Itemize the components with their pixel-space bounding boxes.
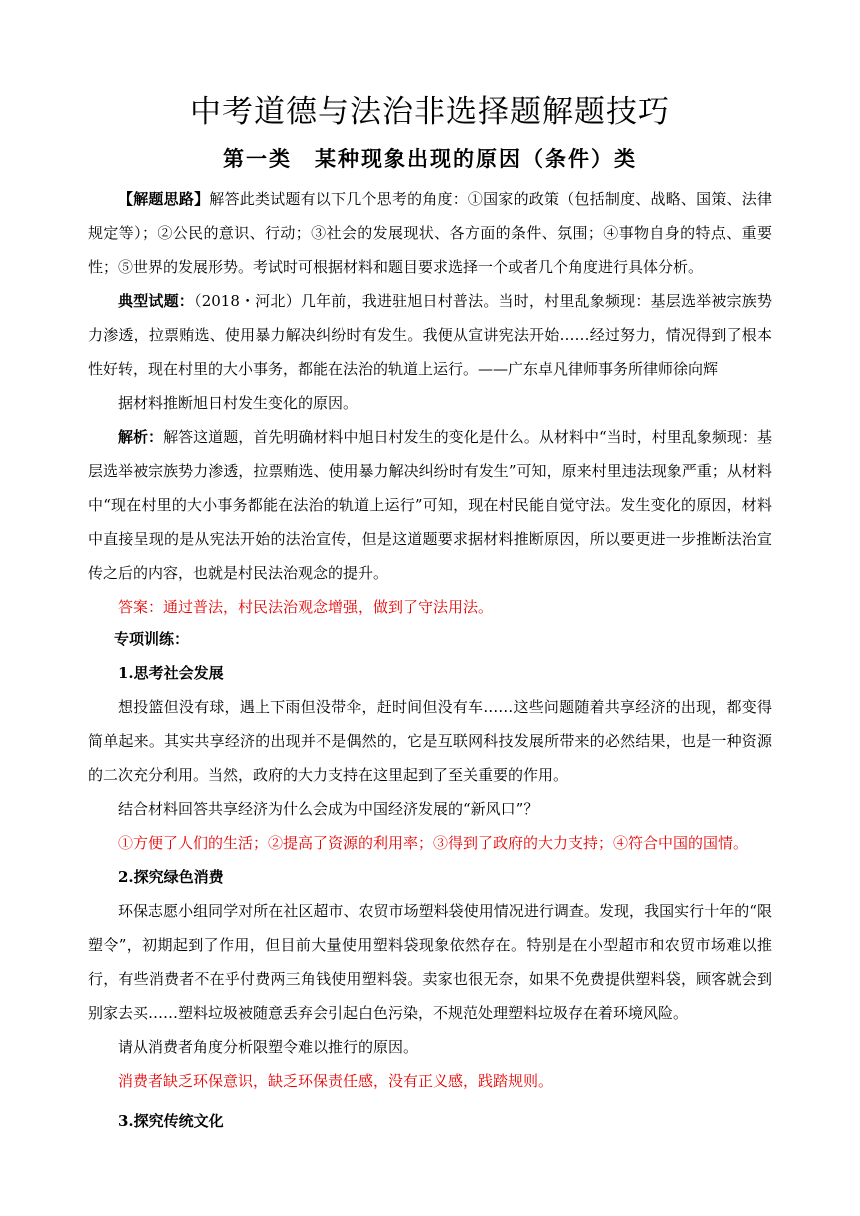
training-label: 专项训练： bbox=[114, 630, 190, 648]
approach-label: 【解题思路】 bbox=[118, 190, 210, 208]
training-item-1-answer: ①方便了人们的生活；②提高了资源的利用率；③得到了政府的大力支持；④符合中国的国情。 bbox=[118, 834, 749, 852]
training-item-2-answer: 消费者缺乏环保意识，缺乏环保责任感，没有正义感，践踏规则。 bbox=[118, 1072, 554, 1090]
example-text: （2018・河北）几年前，我进驻旭日村普法。当时，村里乱象频现：基层选举被宗族势力渗透，拉票贿选、使用暴力解决纠纷时有发生。我便从宣讲宪法开始……经过努力，情况得到了根本性好转，现在村里的大小事务，都能在法治的轨道上运行。——广东卓凡律师事务所律师徐向辉 bbox=[88, 292, 772, 378]
training-item-2-material: 环保志愿小组同学对所在社区超市、农贸市场塑料袋使用情况进行调查。发现，我国实行十年的“限塑令”，初期起到了作用，但目前大量使用塑料袋现象依然存在。特别是在小型超市和农贸市场难以推行，有些消费者不在乎付费两三角钱使用塑料袋。卖家也很无奈，如果不免费提供塑料袋，顾客就会到别家去买……塑料垃圾被随意丢弃会引起白色污染，不规范处理塑料垃圾存在着环境风险。 bbox=[88, 902, 772, 1022]
approach-section bbox=[88, 182, 772, 284]
example-paragraph bbox=[88, 284, 772, 386]
example-answer: 答案：通过普法，村民法治观念增强，做到了守法用法。 bbox=[118, 598, 494, 616]
training-item-1-material: 想投篮但没有球，遇上下雨但没带伞，赶时间但没有车……这些问题随着共享经济的出现，都变得简单起来。其实共享经济的出现并不是偶然的，它是互联网科技发展所带来的必然结果，也是一种资源的二次充分利用。当然，政府的大力支持在这里起到了至关重要的作用。 bbox=[88, 698, 772, 784]
analysis-label: 解析： bbox=[118, 428, 164, 446]
section-subtitle: 第一类 某种现象出现的原因（条件）类 bbox=[223, 146, 637, 171]
training-item-3-heading: 3.探究传统文化 bbox=[118, 1112, 224, 1130]
training-item-2-heading: 2.探究绿色消费 bbox=[118, 868, 224, 886]
analysis-paragraph bbox=[88, 420, 772, 590]
training-section bbox=[88, 622, 772, 1138]
approach-paragraph bbox=[88, 182, 772, 284]
example-section bbox=[88, 284, 772, 624]
example-question: 据材料推断旭日村发生变化的原因。 bbox=[118, 394, 359, 412]
training-item-2-question: 请从消费者角度分析限塑令难以推行的原因。 bbox=[118, 1038, 419, 1056]
page-title: 中考道德与法治非选择题解题技巧 bbox=[190, 94, 670, 130]
training-item-1-heading: 1.思考社会发展 bbox=[118, 664, 224, 682]
example-label: 典型试题： bbox=[118, 292, 195, 310]
approach-text: 解答此类试题有以下几个思考的角度：①国家的政策（包括制度、战略、国策、法律规定等）；②公民的意识、行动；③社会的发展现状、各方面的条件、氛围；④事物自身的特点、重要性；⑤世界的发展形势。考试时可根据材料和题目要求选择一个或者几个角度进行具体分析。 bbox=[88, 190, 772, 276]
training-item-1-question: 结合材料回答共享经济为什么会成为中国经济发展的“新风口”？ bbox=[118, 800, 539, 818]
analysis-text: 解答这道题，首先明确材料中旭日村发生的变化是什么。从材料中“当时，村里乱象频现：基层选举被宗族势力渗透，拉票贿选、使用暴力解决纠纷时有发生”可知，原来村里违法现象严重；从材料中“现在村里的大小事务都能在法治的轨道上运行”可知，现在村民能自觉守法。发生变化的原因，材料中直接呈现的是从宪法开始的法治宣传，但是这道题要求据材料推断原因，所以要更进一步推断法治宣传之后的内容，也就是村民法治观念的提升。 bbox=[88, 428, 772, 582]
